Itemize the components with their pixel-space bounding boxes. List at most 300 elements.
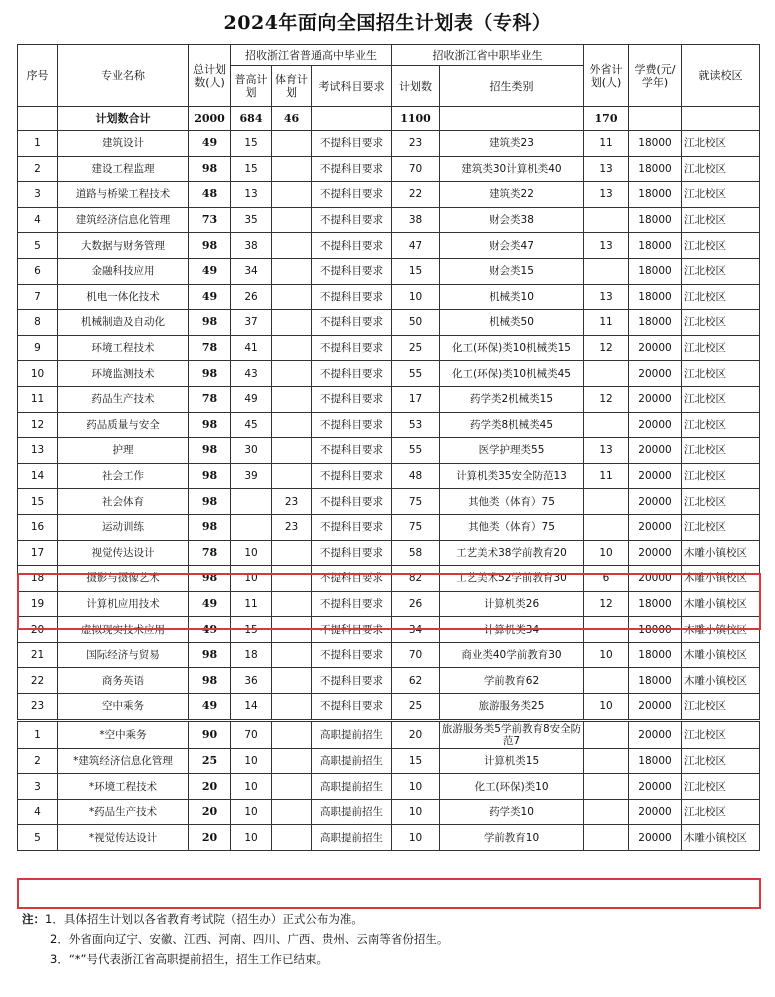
cell-total: 49: [189, 284, 231, 310]
cell-voc-category: 建筑类23: [440, 131, 584, 157]
cell-voc-plan: 15: [392, 258, 440, 284]
table-row: [18, 720, 760, 748]
cell-general: 10: [231, 540, 272, 566]
cell-exam-req: 不提科目要求: [312, 668, 392, 694]
table-row: [18, 463, 760, 489]
cell-out-province: [584, 720, 629, 748]
cell-sports: 23: [272, 489, 312, 515]
cell-major: 社会体育: [58, 489, 189, 515]
cell-out-province: 13: [584, 182, 629, 208]
cell-out-province: [584, 617, 629, 643]
cell-total: 98: [189, 233, 231, 259]
cell-major: *空中乘务: [58, 720, 189, 748]
cell-seq: 10: [18, 361, 58, 387]
cell-voc-plan: 25: [392, 694, 440, 721]
cell-total: 20: [189, 825, 231, 851]
cell-tuition: 20000: [629, 412, 682, 438]
cell-general: 35: [231, 207, 272, 233]
cell-exam-req: 不提科目要求: [312, 310, 392, 336]
cell-seq: 2: [18, 156, 58, 182]
cell-voc-plan: 82: [392, 566, 440, 592]
cell-sports: [272, 310, 312, 336]
cell-tuition: 20000: [629, 799, 682, 825]
cell-voc-category: 医学护理类55: [440, 438, 584, 464]
cell-voc-plan: 25: [392, 335, 440, 361]
cell-campus: 木雕小镇校区: [682, 591, 760, 617]
summary-general: 684: [231, 107, 272, 131]
cell-seq: 8: [18, 310, 58, 336]
table-row: [18, 335, 760, 361]
cell-tuition: 18000: [629, 131, 682, 157]
cell-voc-plan: 75: [392, 489, 440, 515]
cell-exam-req: 不提科目要求: [312, 642, 392, 668]
table-row: [18, 131, 760, 157]
header-seq: 序号: [18, 45, 58, 107]
cell-out-province: 11: [584, 310, 629, 336]
cell-general: [231, 489, 272, 515]
cell-out-province: [584, 258, 629, 284]
table-row: [18, 668, 760, 694]
cell-voc-plan: 15: [392, 748, 440, 774]
cell-total: 49: [189, 591, 231, 617]
cell-seq: 7: [18, 284, 58, 310]
cell-seq: 6: [18, 258, 58, 284]
cell-sports: [272, 156, 312, 182]
cell-general: 10: [231, 774, 272, 800]
cell-voc-category: 药学类2机械类15: [440, 386, 584, 412]
cell-out-province: 13: [584, 156, 629, 182]
cell-campus: 木雕小镇校区: [682, 540, 760, 566]
cell-sports: [272, 182, 312, 208]
cell-exam-req: 不提科目要求: [312, 258, 392, 284]
cell-general: 10: [231, 799, 272, 825]
cell-exam-req: 不提科目要求: [312, 566, 392, 592]
table-row: [18, 591, 760, 617]
table-row: [18, 566, 760, 592]
cell-total: 73: [189, 207, 231, 233]
cell-major: 商务英语: [58, 668, 189, 694]
cell-voc-plan: 26: [392, 591, 440, 617]
cell-major: 空中乘务: [58, 694, 189, 721]
cell-major: 药品质量与安全: [58, 412, 189, 438]
cell-total: 98: [189, 310, 231, 336]
table-row: [18, 207, 760, 233]
cell-tuition: 18000: [629, 668, 682, 694]
cell-total: 98: [189, 156, 231, 182]
cell-exam-req: 不提科目要求: [312, 463, 392, 489]
cell-tuition: 18000: [629, 258, 682, 284]
cell-out-province: [584, 774, 629, 800]
cell-total: 98: [189, 412, 231, 438]
cell-campus: 江北校区: [682, 412, 760, 438]
cell-exam-req: 不提科目要求: [312, 412, 392, 438]
header-general-sports: 体育计划: [272, 66, 312, 107]
table-row: [18, 438, 760, 464]
cell-sports: [272, 412, 312, 438]
cell-sports: [272, 799, 312, 825]
cell-major: 环境工程技术: [58, 335, 189, 361]
cell-sports: [272, 335, 312, 361]
cell-tuition: 18000: [629, 617, 682, 643]
enrollment-plan-table: [17, 44, 760, 851]
cell-seq: 5: [18, 233, 58, 259]
cell-total: 98: [189, 361, 231, 387]
summary-row: [18, 107, 760, 131]
cell-exam-req: 不提科目要求: [312, 361, 392, 387]
cell-out-province: [584, 799, 629, 825]
cell-tuition: 20000: [629, 489, 682, 515]
cell-exam-req: 不提科目要求: [312, 617, 392, 643]
cell-campus: 木雕小镇校区: [682, 566, 760, 592]
cell-campus: 木雕小镇校区: [682, 825, 760, 851]
cell-general: 38: [231, 233, 272, 259]
cell-sports: [272, 694, 312, 721]
cell-campus: 江北校区: [682, 233, 760, 259]
cell-campus: 江北校区: [682, 720, 760, 748]
cell-general: 30: [231, 438, 272, 464]
cell-general: 15: [231, 617, 272, 643]
table-row: [18, 748, 760, 774]
cell-exam-req: 高职提前招生: [312, 825, 392, 851]
cell-voc-category: 工艺美术52学前教育30: [440, 566, 584, 592]
cell-voc-plan: 38: [392, 207, 440, 233]
cell-voc-plan: 55: [392, 438, 440, 464]
cell-tuition: 18000: [629, 284, 682, 310]
table-row: [18, 361, 760, 387]
header-exam-req: 考试科目要求: [312, 66, 392, 107]
cell-out-province: [584, 825, 629, 851]
cell-sports: 23: [272, 514, 312, 540]
cell-voc-plan: 70: [392, 642, 440, 668]
cell-sports: [272, 258, 312, 284]
cell-out-province: 12: [584, 591, 629, 617]
table-row: [18, 412, 760, 438]
cell-seq: 1: [18, 720, 58, 748]
header-campus: 就读校区: [682, 45, 760, 107]
cell-sports: [272, 668, 312, 694]
cell-seq: 18: [18, 566, 58, 592]
cell-voc-category: 药学类10: [440, 799, 584, 825]
header-major: 专业名称: [58, 45, 189, 107]
cell-exam-req: 不提科目要求: [312, 131, 392, 157]
cell-seq: 4: [18, 799, 58, 825]
cell-sports: [272, 233, 312, 259]
highlight-box-advance: [17, 878, 761, 909]
cell-out-province: 12: [584, 386, 629, 412]
cell-campus: 江北校区: [682, 694, 760, 721]
cell-major: 摄影与摄像艺术: [58, 566, 189, 592]
cell-major: 建筑经济信息化管理: [58, 207, 189, 233]
table-row: [18, 514, 760, 540]
cell-seq: 23: [18, 694, 58, 721]
cell-campus: 木雕小镇校区: [682, 617, 760, 643]
cell-out-province: [584, 361, 629, 387]
cell-out-province: 10: [584, 642, 629, 668]
cell-exam-req: 不提科目要求: [312, 233, 392, 259]
cell-campus: 江北校区: [682, 156, 760, 182]
cell-total: 98: [189, 514, 231, 540]
cell-sports: [272, 463, 312, 489]
cell-major: 社会工作: [58, 463, 189, 489]
cell-tuition: 20000: [629, 463, 682, 489]
table-row: [18, 540, 760, 566]
cell-seq: 3: [18, 774, 58, 800]
cell-exam-req: 不提科目要求: [312, 540, 392, 566]
cell-major: *建筑经济信息化管理: [58, 748, 189, 774]
cell-sports: [272, 720, 312, 748]
header-group-vocational: 招收浙江省中职毕业生: [392, 45, 584, 66]
cell-campus: 江北校区: [682, 207, 760, 233]
summary-label: 计划数合计: [58, 107, 189, 131]
cell-major: *药品生产技术: [58, 799, 189, 825]
header-tuition: 学费(元/学年): [629, 45, 682, 107]
cell-voc-category: 财会类47: [440, 233, 584, 259]
summary-vocational: 1100: [392, 107, 440, 131]
table-row: [18, 642, 760, 668]
cell-seq: 5: [18, 825, 58, 851]
header-voc-category: 招生类别: [440, 66, 584, 107]
cell-exam-req: 高职提前招生: [312, 748, 392, 774]
note-2: 2．外省面向辽宁、安徽、江西、河南、四川、广西、贵州、云南等省份招生。: [50, 932, 449, 946]
cell-exam-req: 不提科目要求: [312, 386, 392, 412]
cell-exam-req: 不提科目要求: [312, 438, 392, 464]
cell-seq: 13: [18, 438, 58, 464]
cell-voc-category: 其他类（体育）75: [440, 489, 584, 515]
cell-voc-plan: 62: [392, 668, 440, 694]
table-row: [18, 258, 760, 284]
cell-voc-category: 化工(环保)类10机械类45: [440, 361, 584, 387]
cell-tuition: 20000: [629, 361, 682, 387]
cell-general: 41: [231, 335, 272, 361]
cell-voc-plan: 58: [392, 540, 440, 566]
cell-voc-category: 财会类15: [440, 258, 584, 284]
cell-voc-category: 工艺美术38学前教育20: [440, 540, 584, 566]
cell-sports: [272, 591, 312, 617]
cell-voc-plan: 23: [392, 131, 440, 157]
cell-voc-category: 计算机类34: [440, 617, 584, 643]
cell-voc-category: 学前教育62: [440, 668, 584, 694]
cell-out-province: [584, 668, 629, 694]
cell-voc-category: 商业类40学前教育30: [440, 642, 584, 668]
cell-campus: 江北校区: [682, 463, 760, 489]
cell-tuition: 18000: [629, 233, 682, 259]
cell-exam-req: 高职提前招生: [312, 799, 392, 825]
cell-tuition: 20000: [629, 540, 682, 566]
cell-seq: 16: [18, 514, 58, 540]
table-row: [18, 233, 760, 259]
cell-total: 98: [189, 642, 231, 668]
table-row: [18, 489, 760, 515]
cell-major: 环境监测技术: [58, 361, 189, 387]
cell-out-province: 10: [584, 540, 629, 566]
summary-out-province: 170: [584, 107, 629, 131]
cell-sports: [272, 386, 312, 412]
cell-general: 10: [231, 748, 272, 774]
cell-voc-plan: 53: [392, 412, 440, 438]
cell-exam-req: 不提科目要求: [312, 182, 392, 208]
cell-total: 20: [189, 774, 231, 800]
cell-tuition: 20000: [629, 386, 682, 412]
cell-total: 98: [189, 438, 231, 464]
cell-voc-category: 财会类38: [440, 207, 584, 233]
page-title: 2024年面向全国招生计划表（专科）: [223, 12, 552, 34]
header-group-general: 招收浙江省普通高中毕业生: [231, 45, 392, 66]
cell-sports: [272, 566, 312, 592]
cell-major: *视觉传达设计: [58, 825, 189, 851]
cell-general: 45: [231, 412, 272, 438]
cell-major: 视觉传达设计: [58, 540, 189, 566]
notes-lead: 注：: [22, 912, 45, 926]
cell-out-province: 13: [584, 284, 629, 310]
cell-voc-plan: 10: [392, 799, 440, 825]
cell-seq: 20: [18, 617, 58, 643]
cell-exam-req: 不提科目要求: [312, 514, 392, 540]
table-row: [18, 694, 760, 721]
cell-major: 虚拟现实技术应用: [58, 617, 189, 643]
cell-seq: 15: [18, 489, 58, 515]
cell-campus: 江北校区: [682, 335, 760, 361]
cell-general: 37: [231, 310, 272, 336]
table-row: [18, 386, 760, 412]
cell-voc-plan: 17: [392, 386, 440, 412]
cell-seq: 3: [18, 182, 58, 208]
cell-seq: 14: [18, 463, 58, 489]
cell-tuition: 20000: [629, 566, 682, 592]
cell-voc-category: 化工(环保)类10机械类15: [440, 335, 584, 361]
cell-campus: 江北校区: [682, 284, 760, 310]
cell-general: 10: [231, 566, 272, 592]
cell-major: 金融科技应用: [58, 258, 189, 284]
cell-major: 国际经济与贸易: [58, 642, 189, 668]
cell-major: 药品生产技术: [58, 386, 189, 412]
cell-campus: 江北校区: [682, 182, 760, 208]
cell-seq: 21: [18, 642, 58, 668]
cell-exam-req: 不提科目要求: [312, 694, 392, 721]
cell-sports: [272, 540, 312, 566]
cell-campus: 木雕小镇校区: [682, 668, 760, 694]
notes: [22, 909, 762, 969]
cell-total: 98: [189, 463, 231, 489]
cell-campus: 江北校区: [682, 386, 760, 412]
cell-campus: 江北校区: [682, 258, 760, 284]
cell-total: 98: [189, 489, 231, 515]
table-row: [18, 182, 760, 208]
cell-campus: 江北校区: [682, 310, 760, 336]
cell-voc-category: 建筑类22: [440, 182, 584, 208]
cell-general: 49: [231, 386, 272, 412]
cell-sports: [272, 131, 312, 157]
cell-voc-category: 机械类50: [440, 310, 584, 336]
cell-seq: 19: [18, 591, 58, 617]
cell-exam-req: 不提科目要求: [312, 489, 392, 515]
cell-out-province: 13: [584, 438, 629, 464]
cell-voc-category: 化工(环保)类10: [440, 774, 584, 800]
cell-major: 机械制造及自动化: [58, 310, 189, 336]
cell-voc-plan: 48: [392, 463, 440, 489]
cell-campus: 江北校区: [682, 514, 760, 540]
cell-total: 49: [189, 258, 231, 284]
cell-out-province: [584, 748, 629, 774]
cell-tuition: 18000: [629, 156, 682, 182]
cell-campus: 江北校区: [682, 131, 760, 157]
cell-campus: 江北校区: [682, 361, 760, 387]
cell-major: 护理: [58, 438, 189, 464]
cell-general: [231, 514, 272, 540]
cell-voc-plan: 10: [392, 284, 440, 310]
cell-exam-req: 高职提前招生: [312, 720, 392, 748]
table-row: [18, 774, 760, 800]
cell-campus: 江北校区: [682, 489, 760, 515]
cell-seq: 12: [18, 412, 58, 438]
cell-sports: [272, 361, 312, 387]
cell-major: 机电一体化技术: [58, 284, 189, 310]
cell-campus: 江北校区: [682, 748, 760, 774]
cell-tuition: 20000: [629, 825, 682, 851]
cell-total: 49: [189, 694, 231, 721]
cell-tuition: 20000: [629, 694, 682, 721]
cell-major: 大数据与财务管理: [58, 233, 189, 259]
cell-sports: [272, 825, 312, 851]
cell-voc-category: 计算机类35安全防范13: [440, 463, 584, 489]
cell-out-province: 11: [584, 463, 629, 489]
cell-major: 建筑设计: [58, 131, 189, 157]
cell-total: 78: [189, 386, 231, 412]
cell-voc-plan: 50: [392, 310, 440, 336]
cell-tuition: 20000: [629, 514, 682, 540]
cell-campus: 江北校区: [682, 774, 760, 800]
cell-out-province: 11: [584, 131, 629, 157]
cell-general: 11: [231, 591, 272, 617]
cell-voc-plan: 55: [392, 361, 440, 387]
cell-out-province: 6: [584, 566, 629, 592]
cell-exam-req: 不提科目要求: [312, 156, 392, 182]
cell-general: 15: [231, 131, 272, 157]
table-row: [18, 310, 760, 336]
cell-exam-req: 不提科目要求: [312, 284, 392, 310]
cell-seq: 17: [18, 540, 58, 566]
cell-seq: 11: [18, 386, 58, 412]
cell-tuition: 20000: [629, 335, 682, 361]
cell-total: 49: [189, 131, 231, 157]
cell-sports: [272, 642, 312, 668]
cell-voc-category: 旅游服务类5学前教育8安全防范7: [440, 720, 584, 748]
cell-seq: 1: [18, 131, 58, 157]
cell-campus: 木雕小镇校区: [682, 642, 760, 668]
cell-general: 18: [231, 642, 272, 668]
cell-major: 计算机应用技术: [58, 591, 189, 617]
cell-out-province: 13: [584, 233, 629, 259]
cell-exam-req: 不提科目要求: [312, 207, 392, 233]
cell-tuition: 18000: [629, 748, 682, 774]
cell-general: 70: [231, 720, 272, 748]
cell-voc-category: 计算机类26: [440, 591, 584, 617]
cell-general: 10: [231, 825, 272, 851]
header-general-gaokao: 普高计划: [231, 66, 272, 107]
cell-tuition: 20000: [629, 720, 682, 748]
cell-voc-category: 其他类（体育）75: [440, 514, 584, 540]
cell-exam-req: 高职提前招生: [312, 774, 392, 800]
table-row: [18, 799, 760, 825]
cell-sports: [272, 207, 312, 233]
cell-voc-category: 建筑类30计算机类40: [440, 156, 584, 182]
cell-tuition: 18000: [629, 207, 682, 233]
cell-tuition: 18000: [629, 642, 682, 668]
cell-tuition: 18000: [629, 310, 682, 336]
cell-voc-category: 药学类8机械类45: [440, 412, 584, 438]
cell-major: 运动训练: [58, 514, 189, 540]
cell-general: 13: [231, 182, 272, 208]
cell-major: 建设工程监理: [58, 156, 189, 182]
